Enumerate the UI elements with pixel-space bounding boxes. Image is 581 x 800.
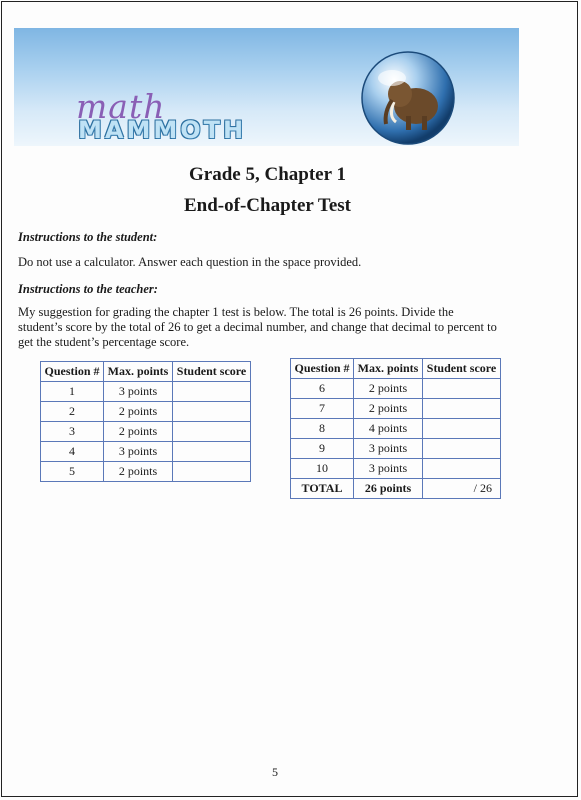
teacher-instructions-text: My suggestion for grading the chapter 1 test is below. The total is 26 points. Divide the student’s score by the total of 26 to get a decimal number, and change that decimal to percent to get the student’s percentage score. <box>18 305 497 349</box>
student-instructions-text: Do not use a calculator. Answer each question in the space provided. <box>18 255 362 269</box>
page-number: 5 <box>272 765 278 779</box>
header-max-points: Max. points <box>104 362 173 382</box>
max-points: 3 points <box>104 382 173 402</box>
max-points: 3 points <box>104 442 173 462</box>
student-score-cell[interactable] <box>423 399 501 419</box>
student-score-cell[interactable] <box>423 419 501 439</box>
student-score-cell[interactable] <box>173 382 251 402</box>
table-row <box>291 419 501 439</box>
page-title: Grade 5, Chapter 1 <box>189 164 346 185</box>
question-number: 3 <box>41 422 104 442</box>
question-number: 9 <box>291 439 354 459</box>
table-row <box>41 442 251 462</box>
teacher-instructions-heading: Instructions to the teacher: <box>18 282 158 296</box>
header-student-score: Student score <box>173 362 251 382</box>
question-number: 6 <box>291 379 354 399</box>
max-points: 3 points <box>354 459 423 479</box>
header-question: Question # <box>291 359 354 379</box>
table-row <box>291 379 501 399</box>
table-row <box>291 399 501 419</box>
max-points: 2 points <box>354 399 423 419</box>
max-points: 2 points <box>104 402 173 422</box>
question-number: 5 <box>41 462 104 482</box>
question-number: 7 <box>291 399 354 419</box>
table-row <box>41 422 251 442</box>
student-score-cell[interactable] <box>423 439 501 459</box>
student-score-cell[interactable] <box>173 402 251 422</box>
student-score-cell[interactable] <box>173 422 251 442</box>
max-points: 4 points <box>354 419 423 439</box>
table-row <box>291 439 501 459</box>
max-points: 2 points <box>104 422 173 442</box>
question-number: 1 <box>41 382 104 402</box>
header-student-score: Student score <box>423 359 501 379</box>
header-max-points: Max. points <box>354 359 423 379</box>
page-subtitle: End-of-Chapter Test <box>184 195 351 216</box>
table-header-row <box>41 362 251 382</box>
total-label: TOTAL <box>291 479 354 499</box>
mammoth-globe-icon <box>360 50 456 146</box>
logo-mammoth-text: MAMMOTH <box>78 116 247 144</box>
student-score-cell[interactable] <box>173 442 251 462</box>
table-row <box>41 382 251 402</box>
total-points: 26 points <box>354 479 423 499</box>
question-number: 8 <box>291 419 354 439</box>
max-points: 2 points <box>354 379 423 399</box>
question-number: 2 <box>41 402 104 422</box>
student-instructions-heading: Instructions to the student: <box>18 230 158 244</box>
table-row <box>41 462 251 482</box>
total-score-cell[interactable]: / 26 <box>423 479 501 499</box>
question-number: 10 <box>291 459 354 479</box>
score-table-right <box>290 358 501 499</box>
student-score-cell[interactable] <box>423 459 501 479</box>
logo-math-text: math <box>76 87 166 126</box>
header-question: Question # <box>41 362 104 382</box>
total-row <box>291 479 501 499</box>
student-score-cell[interactable] <box>423 379 501 399</box>
table-row <box>41 402 251 422</box>
table-row <box>291 459 501 479</box>
question-number: 4 <box>41 442 104 462</box>
student-score-cell[interactable] <box>173 462 251 482</box>
table-header-row <box>291 359 501 379</box>
score-table-left <box>40 361 251 482</box>
max-points: 3 points <box>354 439 423 459</box>
max-points: 2 points <box>104 462 173 482</box>
